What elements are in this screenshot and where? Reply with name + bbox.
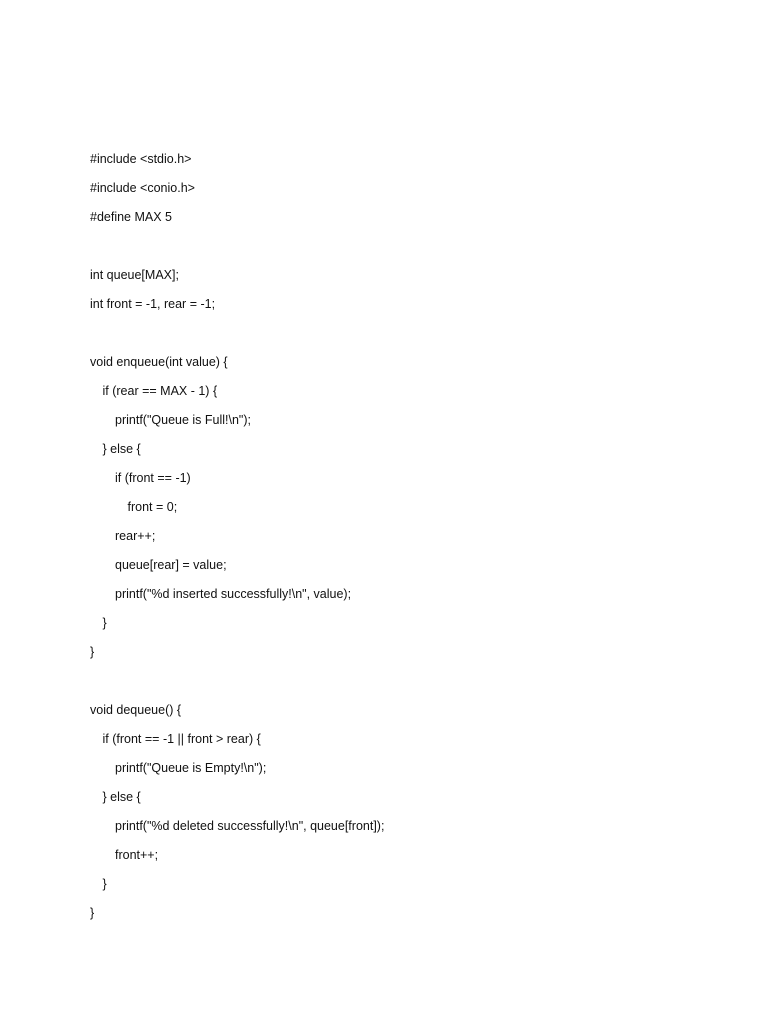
code-line: } — [102, 616, 107, 630]
code-line: } — [102, 877, 107, 891]
blank-line — [90, 324, 690, 353]
blank-line — [90, 237, 690, 266]
code-line: } else { — [102, 790, 141, 804]
code-line: } — [90, 645, 95, 659]
code-line: if (front == -1 || front > rear) { — [102, 732, 261, 746]
code-line: void dequeue() { — [90, 703, 182, 717]
code-line: int front = -1, rear = -1; — [90, 297, 216, 311]
code-line: printf("Queue is Full!\n"); — [115, 413, 252, 427]
code-line: printf("%d deleted successfully!\n", queue[front]); — [115, 819, 385, 833]
code-line: void enqueue(int value) { — [90, 355, 228, 369]
code-line: printf("Queue is Empty!\n"); — [115, 761, 267, 775]
blank-line — [90, 672, 690, 701]
code-line: front++; — [115, 848, 159, 862]
code-line: #include <conio.h> — [90, 181, 195, 195]
code-line: front = 0; — [127, 500, 178, 514]
code-line: if (front == -1) — [115, 471, 191, 485]
code-line: int queue[MAX]; — [90, 268, 179, 282]
code-line: #include <stdio.h> — [90, 152, 192, 166]
code-block — [90, 150, 690, 933]
code-line: } else { — [102, 442, 141, 456]
code-line: printf("%d inserted successfully!\n", value); — [115, 587, 352, 601]
code-line: #define MAX 5 — [90, 210, 172, 224]
code-line: } — [90, 906, 95, 920]
code-line: rear++; — [115, 529, 156, 543]
code-line: queue[rear] = value; — [115, 558, 227, 572]
code-line: if (rear == MAX - 1) { — [102, 384, 218, 398]
